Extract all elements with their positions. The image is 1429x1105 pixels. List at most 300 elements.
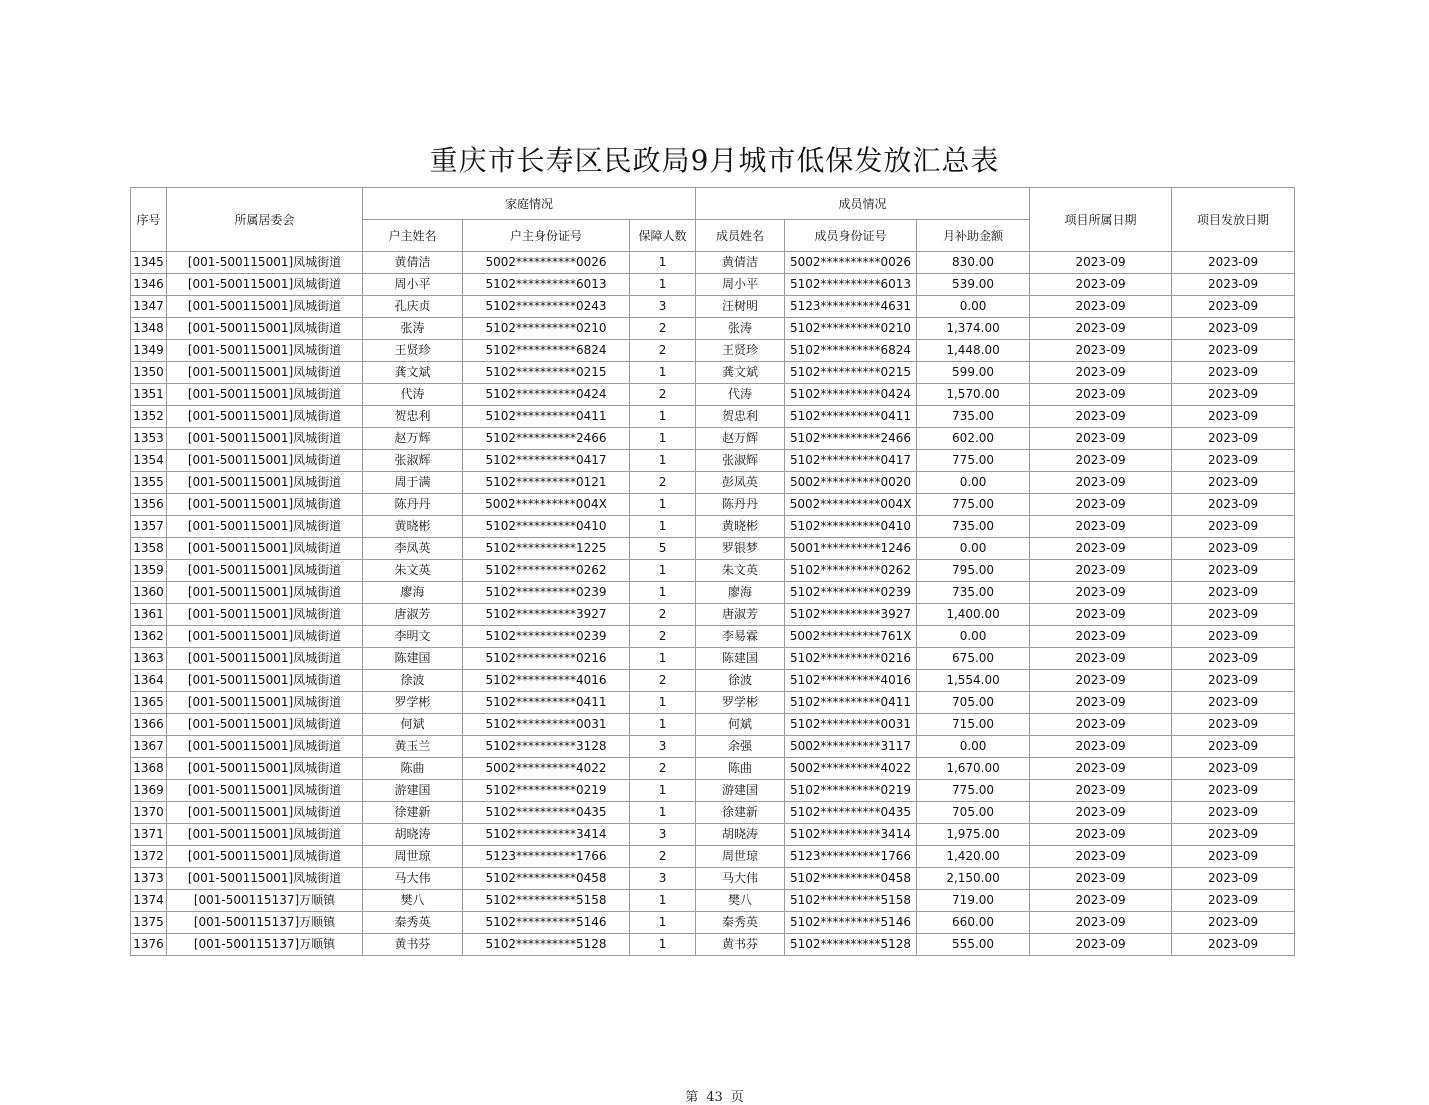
cell-project-date: 2023-09 [1030, 604, 1172, 626]
table-row [131, 582, 1295, 604]
cell-member-id: 5102**********0410 [785, 516, 917, 538]
cell-member-id: 5102**********0031 [785, 714, 917, 736]
cell-member-name: 龚文斌 [696, 362, 785, 384]
cell-head-name: 赵万辉 [363, 428, 463, 450]
cell-count: 2 [630, 670, 696, 692]
cell-committee: [001-500115001]凤城街道 [167, 582, 363, 604]
cell-member-id: 5102**********0210 [785, 318, 917, 340]
cell-committee: [001-500115137]万顺镇 [167, 890, 363, 912]
cell-project-date: 2023-09 [1030, 912, 1172, 934]
cell-member-id: 5102**********0424 [785, 384, 917, 406]
cell-project-date: 2023-09 [1030, 824, 1172, 846]
cell-member-name: 罗学彬 [696, 692, 785, 714]
cell-head-name: 贺忠利 [363, 406, 463, 428]
cell-seq: 1361 [131, 604, 167, 626]
cell-head-name: 孔庆贞 [363, 296, 463, 318]
cell-issue-date: 2023-09 [1172, 384, 1295, 406]
cell-head-name: 周世琼 [363, 846, 463, 868]
cell-seq: 1359 [131, 560, 167, 582]
cell-seq: 1351 [131, 384, 167, 406]
cell-head-name: 唐淑芳 [363, 604, 463, 626]
cell-committee: [001-500115137]万顺镇 [167, 912, 363, 934]
table-row [131, 384, 1295, 406]
cell-issue-date: 2023-09 [1172, 582, 1295, 604]
cell-seq: 1347 [131, 296, 167, 318]
table-row [131, 274, 1295, 296]
cell-issue-date: 2023-09 [1172, 736, 1295, 758]
cell-seq: 1366 [131, 714, 167, 736]
cell-committee: [001-500115001]凤城街道 [167, 538, 363, 560]
cell-amount: 0.00 [917, 626, 1030, 648]
cell-member-name: 游建国 [696, 780, 785, 802]
cell-head-name: 胡晓涛 [363, 824, 463, 846]
cell-head-name: 张淑辉 [363, 450, 463, 472]
cell-project-date: 2023-09 [1030, 736, 1172, 758]
header-committee: 所属居委会 [167, 188, 363, 252]
cell-head-id: 5102**********5158 [463, 890, 630, 912]
cell-member-name: 马大伟 [696, 868, 785, 890]
cell-member-id: 5102**********4016 [785, 670, 917, 692]
cell-count: 2 [630, 318, 696, 340]
cell-member-id: 5002**********4022 [785, 758, 917, 780]
cell-seq: 1371 [131, 824, 167, 846]
table-row [131, 538, 1295, 560]
cell-head-id: 5102**********0215 [463, 362, 630, 384]
cell-member-id: 5102**********0215 [785, 362, 917, 384]
cell-count: 2 [630, 472, 696, 494]
cell-member-id: 5102**********6013 [785, 274, 917, 296]
cell-member-id: 5123**********4631 [785, 296, 917, 318]
cell-amount: 705.00 [917, 802, 1030, 824]
cell-committee: [001-500115001]凤城街道 [167, 802, 363, 824]
cell-amount: 2,150.00 [917, 868, 1030, 890]
cell-issue-date: 2023-09 [1172, 560, 1295, 582]
cell-count: 1 [630, 362, 696, 384]
cell-project-date: 2023-09 [1030, 670, 1172, 692]
cell-committee: [001-500115001]凤城街道 [167, 296, 363, 318]
cell-committee: [001-500115137]万顺镇 [167, 934, 363, 956]
cell-member-id: 5102**********0262 [785, 560, 917, 582]
cell-member-id: 5102**********3927 [785, 604, 917, 626]
cell-seq: 1373 [131, 868, 167, 890]
cell-member-id: 5002**********004X [785, 494, 917, 516]
cell-committee: [001-500115001]凤城街道 [167, 472, 363, 494]
table-row [131, 890, 1295, 912]
cell-head-id: 5102**********0411 [463, 406, 630, 428]
cell-committee: [001-500115001]凤城街道 [167, 450, 363, 472]
cell-head-id: 5102**********6824 [463, 340, 630, 362]
relief-summary-table [130, 187, 1295, 956]
cell-member-name: 胡晓涛 [696, 824, 785, 846]
cell-issue-date: 2023-09 [1172, 318, 1295, 340]
cell-project-date: 2023-09 [1030, 384, 1172, 406]
cell-amount: 775.00 [917, 450, 1030, 472]
cell-amount: 1,570.00 [917, 384, 1030, 406]
cell-project-date: 2023-09 [1030, 758, 1172, 780]
cell-count: 5 [630, 538, 696, 560]
table-row [131, 450, 1295, 472]
cell-count: 2 [630, 340, 696, 362]
cell-seq: 1349 [131, 340, 167, 362]
header-head-id: 户主身份证号 [463, 220, 630, 252]
cell-head-name: 龚文斌 [363, 362, 463, 384]
table-row [131, 692, 1295, 714]
cell-count: 2 [630, 604, 696, 626]
table-row [131, 780, 1295, 802]
cell-count: 1 [630, 516, 696, 538]
cell-seq: 1367 [131, 736, 167, 758]
cell-count: 1 [630, 714, 696, 736]
cell-member-id: 5102**********3414 [785, 824, 917, 846]
cell-project-date: 2023-09 [1030, 692, 1172, 714]
cell-issue-date: 2023-09 [1172, 428, 1295, 450]
cell-issue-date: 2023-09 [1172, 802, 1295, 824]
header-head-name: 户主姓名 [363, 220, 463, 252]
cell-project-date: 2023-09 [1030, 494, 1172, 516]
cell-head-id: 5102**********3927 [463, 604, 630, 626]
cell-member-name: 周世琼 [696, 846, 785, 868]
cell-member-name: 朱文英 [696, 560, 785, 582]
cell-project-date: 2023-09 [1030, 472, 1172, 494]
cell-committee: [001-500115001]凤城街道 [167, 384, 363, 406]
cell-member-name: 张涛 [696, 318, 785, 340]
table-row [131, 406, 1295, 428]
cell-amount: 1,448.00 [917, 340, 1030, 362]
header-amount: 月补助金额 [917, 220, 1030, 252]
cell-project-date: 2023-09 [1030, 252, 1172, 274]
cell-head-name: 罗学彬 [363, 692, 463, 714]
cell-member-name: 何斌 [696, 714, 785, 736]
cell-count: 1 [630, 252, 696, 274]
cell-issue-date: 2023-09 [1172, 516, 1295, 538]
cell-member-id: 5102**********2466 [785, 428, 917, 450]
cell-count: 1 [630, 560, 696, 582]
cell-count: 3 [630, 296, 696, 318]
cell-member-id: 5102**********5158 [785, 890, 917, 912]
cell-count: 1 [630, 692, 696, 714]
cell-seq: 1353 [131, 428, 167, 450]
cell-committee: [001-500115001]凤城街道 [167, 670, 363, 692]
cell-seq: 1346 [131, 274, 167, 296]
cell-project-date: 2023-09 [1030, 890, 1172, 912]
cell-issue-date: 2023-09 [1172, 340, 1295, 362]
cell-committee: [001-500115001]凤城街道 [167, 318, 363, 340]
cell-seq: 1370 [131, 802, 167, 824]
cell-amount: 1,374.00 [917, 318, 1030, 340]
cell-committee: [001-500115001]凤城街道 [167, 758, 363, 780]
cell-member-name: 徐波 [696, 670, 785, 692]
cell-head-id: 5102**********0239 [463, 582, 630, 604]
cell-amount: 0.00 [917, 538, 1030, 560]
cell-amount: 0.00 [917, 736, 1030, 758]
cell-count: 1 [630, 780, 696, 802]
cell-head-id: 5102**********0243 [463, 296, 630, 318]
cell-issue-date: 2023-09 [1172, 648, 1295, 670]
cell-count: 2 [630, 758, 696, 780]
table-row [131, 296, 1295, 318]
cell-member-name: 周小平 [696, 274, 785, 296]
cell-seq: 1350 [131, 362, 167, 384]
cell-member-name: 李易霖 [696, 626, 785, 648]
cell-project-date: 2023-09 [1030, 516, 1172, 538]
cell-project-date: 2023-09 [1030, 934, 1172, 956]
cell-head-name: 游建国 [363, 780, 463, 802]
cell-amount: 599.00 [917, 362, 1030, 384]
cell-member-id: 5102**********5128 [785, 934, 917, 956]
header-member-id: 成员身份证号 [785, 220, 917, 252]
cell-committee: [001-500115001]凤城街道 [167, 736, 363, 758]
cell-issue-date: 2023-09 [1172, 538, 1295, 560]
cell-head-name: 周小平 [363, 274, 463, 296]
cell-issue-date: 2023-09 [1172, 890, 1295, 912]
cell-head-id: 5102**********0435 [463, 802, 630, 824]
cell-member-name: 罗银梦 [696, 538, 785, 560]
header-issue-date: 项目发放日期 [1172, 188, 1295, 252]
table-row [131, 604, 1295, 626]
cell-issue-date: 2023-09 [1172, 296, 1295, 318]
table-row [131, 428, 1295, 450]
cell-amount: 1,670.00 [917, 758, 1030, 780]
cell-project-date: 2023-09 [1030, 318, 1172, 340]
cell-member-name: 张淑辉 [696, 450, 785, 472]
cell-count: 1 [630, 648, 696, 670]
cell-seq: 1345 [131, 252, 167, 274]
cell-head-name: 秦秀英 [363, 912, 463, 934]
cell-committee: [001-500115001]凤城街道 [167, 692, 363, 714]
cell-member-name: 唐淑芳 [696, 604, 785, 626]
cell-head-name: 廖海 [363, 582, 463, 604]
cell-head-id: 5102**********0239 [463, 626, 630, 648]
table-row [131, 340, 1295, 362]
cell-seq: 1369 [131, 780, 167, 802]
cell-committee: [001-500115001]凤城街道 [167, 560, 363, 582]
cell-member-id: 5001**********1246 [785, 538, 917, 560]
cell-count: 1 [630, 494, 696, 516]
cell-project-date: 2023-09 [1030, 648, 1172, 670]
cell-head-name: 黄玉兰 [363, 736, 463, 758]
cell-head-id: 5102**********0031 [463, 714, 630, 736]
cell-head-name: 代涛 [363, 384, 463, 406]
cell-project-date: 2023-09 [1030, 428, 1172, 450]
cell-member-name: 陈丹丹 [696, 494, 785, 516]
cell-amount: 775.00 [917, 494, 1030, 516]
cell-committee: [001-500115001]凤城街道 [167, 714, 363, 736]
cell-issue-date: 2023-09 [1172, 274, 1295, 296]
cell-committee: [001-500115001]凤城街道 [167, 516, 363, 538]
cell-head-name: 黄倩洁 [363, 252, 463, 274]
cell-head-name: 陈丹丹 [363, 494, 463, 516]
cell-head-name: 张涛 [363, 318, 463, 340]
cell-amount: 775.00 [917, 780, 1030, 802]
cell-head-id: 5102**********6013 [463, 274, 630, 296]
table-row [131, 318, 1295, 340]
cell-committee: [001-500115001]凤城街道 [167, 252, 363, 274]
cell-issue-date: 2023-09 [1172, 406, 1295, 428]
cell-head-id: 5102**********3414 [463, 824, 630, 846]
table-row [131, 626, 1295, 648]
page-title: 重庆市长寿区民政局9月城市低保发放汇总表 [429, 144, 1000, 177]
cell-head-id: 5102**********3128 [463, 736, 630, 758]
header-seq: 序号 [131, 188, 167, 252]
cell-member-name: 黄晓彬 [696, 516, 785, 538]
cell-project-date: 2023-09 [1030, 802, 1172, 824]
page-number: 43 [706, 1090, 723, 1105]
table-row [131, 758, 1295, 780]
cell-seq: 1354 [131, 450, 167, 472]
cell-head-id: 5102**********5128 [463, 934, 630, 956]
page-footer [0, 1086, 1429, 1105]
cell-committee: [001-500115001]凤城街道 [167, 340, 363, 362]
cell-issue-date: 2023-09 [1172, 934, 1295, 956]
cell-committee: [001-500115001]凤城街道 [167, 648, 363, 670]
cell-amount: 705.00 [917, 692, 1030, 714]
cell-head-id: 5102**********1225 [463, 538, 630, 560]
header-member-name: 成员姓名 [696, 220, 785, 252]
cell-committee: [001-500115001]凤城街道 [167, 406, 363, 428]
table-row [131, 516, 1295, 538]
cell-committee: [001-500115001]凤城街道 [167, 780, 363, 802]
cell-head-id: 5102**********0424 [463, 384, 630, 406]
table-row [131, 362, 1295, 384]
cell-amount: 735.00 [917, 582, 1030, 604]
cell-head-id: 5102**********0458 [463, 868, 630, 890]
cell-member-id: 5002**********0026 [785, 252, 917, 274]
cell-head-id: 5102**********0210 [463, 318, 630, 340]
cell-amount: 555.00 [917, 934, 1030, 956]
cell-count: 1 [630, 912, 696, 934]
footer-suffix: 页 [730, 1090, 744, 1105]
table-row [131, 802, 1295, 824]
cell-count: 2 [630, 384, 696, 406]
cell-amount: 1,420.00 [917, 846, 1030, 868]
cell-member-name: 陈建国 [696, 648, 785, 670]
cell-count: 3 [630, 824, 696, 846]
cell-issue-date: 2023-09 [1172, 472, 1295, 494]
cell-issue-date: 2023-09 [1172, 604, 1295, 626]
header-family-group: 家庭情况 [363, 188, 696, 220]
cell-head-id: 5102**********0262 [463, 560, 630, 582]
cell-member-name: 黄倩洁 [696, 252, 785, 274]
cell-project-date: 2023-09 [1030, 846, 1172, 868]
cell-member-name: 汪树明 [696, 296, 785, 318]
table-row [131, 714, 1295, 736]
cell-head-name: 何斌 [363, 714, 463, 736]
cell-member-id: 5102**********5146 [785, 912, 917, 934]
cell-count: 3 [630, 868, 696, 890]
table-row [131, 670, 1295, 692]
cell-head-name: 马大伟 [363, 868, 463, 890]
cell-member-id: 5002**********761X [785, 626, 917, 648]
cell-head-id: 5002**********0026 [463, 252, 630, 274]
cell-amount: 830.00 [917, 252, 1030, 274]
cell-seq: 1368 [131, 758, 167, 780]
cell-amount: 795.00 [917, 560, 1030, 582]
cell-member-id: 5102**********0216 [785, 648, 917, 670]
cell-project-date: 2023-09 [1030, 450, 1172, 472]
cell-member-id: 5002**********3117 [785, 736, 917, 758]
cell-project-date: 2023-09 [1030, 406, 1172, 428]
cell-amount: 715.00 [917, 714, 1030, 736]
cell-head-name: 周于满 [363, 472, 463, 494]
cell-count: 1 [630, 406, 696, 428]
cell-committee: [001-500115001]凤城街道 [167, 274, 363, 296]
cell-issue-date: 2023-09 [1172, 912, 1295, 934]
cell-issue-date: 2023-09 [1172, 692, 1295, 714]
cell-member-id: 5102**********0239 [785, 582, 917, 604]
cell-amount: 1,554.00 [917, 670, 1030, 692]
cell-head-name: 黄书芬 [363, 934, 463, 956]
cell-issue-date: 2023-09 [1172, 362, 1295, 384]
cell-issue-date: 2023-09 [1172, 626, 1295, 648]
table-row [131, 472, 1295, 494]
cell-member-name: 赵万辉 [696, 428, 785, 450]
cell-issue-date: 2023-09 [1172, 670, 1295, 692]
cell-seq: 1356 [131, 494, 167, 516]
cell-issue-date: 2023-09 [1172, 846, 1295, 868]
table-row [131, 648, 1295, 670]
cell-project-date: 2023-09 [1030, 274, 1172, 296]
cell-amount: 539.00 [917, 274, 1030, 296]
cell-seq: 1362 [131, 626, 167, 648]
table-row [131, 934, 1295, 956]
cell-member-id: 5102**********0411 [785, 692, 917, 714]
cell-project-date: 2023-09 [1030, 362, 1172, 384]
cell-project-date: 2023-09 [1030, 714, 1172, 736]
cell-seq: 1375 [131, 912, 167, 934]
cell-count: 1 [630, 450, 696, 472]
cell-head-id: 5002**********004X [463, 494, 630, 516]
cell-head-id: 5102**********0411 [463, 692, 630, 714]
table-row [131, 560, 1295, 582]
cell-committee: [001-500115001]凤城街道 [167, 604, 363, 626]
cell-count: 1 [630, 428, 696, 450]
cell-member-id: 5102**********0435 [785, 802, 917, 824]
cell-member-id: 5002**********0020 [785, 472, 917, 494]
cell-committee: [001-500115001]凤城街道 [167, 362, 363, 384]
cell-project-date: 2023-09 [1030, 582, 1172, 604]
table-row [131, 736, 1295, 758]
cell-amount: 1,400.00 [917, 604, 1030, 626]
cell-member-name: 王贤珍 [696, 340, 785, 362]
cell-committee: [001-500115001]凤城街道 [167, 824, 363, 846]
table-row [131, 252, 1295, 274]
cell-head-name: 樊八 [363, 890, 463, 912]
cell-seq: 1363 [131, 648, 167, 670]
cell-count: 2 [630, 846, 696, 868]
cell-member-id: 5102**********0219 [785, 780, 917, 802]
cell-head-id: 5102**********0216 [463, 648, 630, 670]
cell-head-name: 李明文 [363, 626, 463, 648]
cell-member-id: 5102**********0458 [785, 868, 917, 890]
cell-member-name: 代涛 [696, 384, 785, 406]
cell-seq: 1360 [131, 582, 167, 604]
cell-count: 1 [630, 934, 696, 956]
table-row [131, 912, 1295, 934]
cell-head-name: 陈曲 [363, 758, 463, 780]
cell-amount: 0.00 [917, 296, 1030, 318]
cell-committee: [001-500115001]凤城街道 [167, 428, 363, 450]
cell-amount: 735.00 [917, 516, 1030, 538]
cell-count: 1 [630, 582, 696, 604]
cell-member-name: 陈曲 [696, 758, 785, 780]
cell-head-id: 5123**********1766 [463, 846, 630, 868]
cell-member-name: 彭凤英 [696, 472, 785, 494]
cell-head-name: 徐建新 [363, 802, 463, 824]
cell-seq: 1357 [131, 516, 167, 538]
cell-issue-date: 2023-09 [1172, 824, 1295, 846]
cell-project-date: 2023-09 [1030, 296, 1172, 318]
cell-project-date: 2023-09 [1030, 626, 1172, 648]
